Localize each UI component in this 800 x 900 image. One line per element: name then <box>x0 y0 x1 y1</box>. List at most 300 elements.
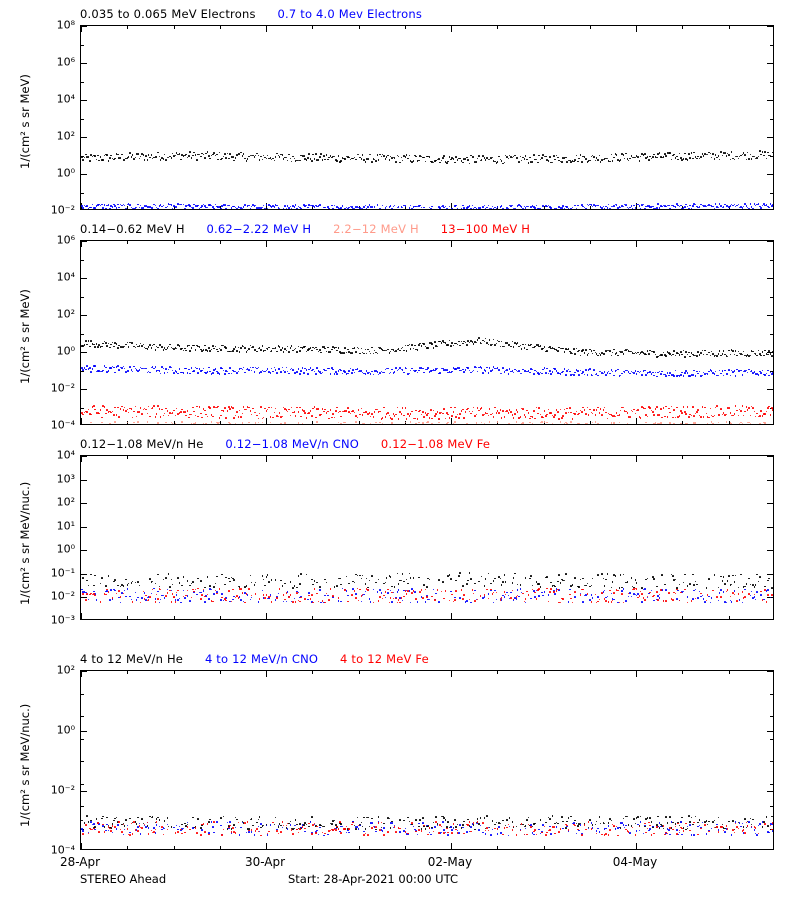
data-point <box>86 580 88 582</box>
data-point <box>699 591 701 593</box>
data-point <box>442 581 444 583</box>
data-point <box>84 344 86 346</box>
data-point <box>760 410 762 412</box>
data-point <box>147 159 149 161</box>
data-point <box>409 207 411 209</box>
data-point <box>385 207 387 209</box>
data-point <box>534 346 536 348</box>
y-minor-tick <box>81 352 84 353</box>
data-point <box>435 593 437 595</box>
data-point <box>382 830 384 832</box>
data-point <box>258 155 260 157</box>
data-point <box>324 595 326 597</box>
legend-item: 4 to 12 MeV/n He <box>80 652 184 666</box>
data-point <box>548 601 550 603</box>
data-point <box>175 423 177 425</box>
data-point <box>474 600 476 602</box>
data-point <box>127 409 129 411</box>
data-point <box>454 162 456 164</box>
data-point <box>266 370 268 372</box>
data-point <box>699 825 701 827</box>
data-point <box>173 596 175 598</box>
data-point <box>209 819 211 821</box>
data-point <box>517 342 519 344</box>
data-point <box>117 407 119 409</box>
data-point <box>652 596 654 598</box>
data-point <box>760 372 762 374</box>
data-point <box>731 151 733 153</box>
data-point <box>88 409 90 411</box>
x-tick-mark <box>451 26 452 32</box>
data-point <box>239 834 241 836</box>
data-point <box>228 578 230 580</box>
data-point <box>386 577 388 579</box>
data-point <box>449 574 451 576</box>
data-point <box>734 590 736 592</box>
x-tick-mark <box>451 671 452 677</box>
data-point <box>434 415 436 417</box>
data-point <box>591 585 593 587</box>
data-point <box>323 155 325 157</box>
data-point <box>137 153 139 155</box>
y-minor-tick <box>770 456 773 457</box>
data-point <box>191 583 193 585</box>
data-point <box>760 355 762 357</box>
data-point <box>185 415 187 417</box>
data-point <box>760 154 762 156</box>
data-point <box>225 600 227 602</box>
data-point <box>180 159 182 161</box>
data-point <box>447 834 449 836</box>
data-point <box>417 601 419 603</box>
data-point <box>438 418 440 420</box>
data-point <box>504 596 506 598</box>
data-point <box>284 422 286 424</box>
data-point <box>639 160 641 162</box>
data-point <box>251 582 253 584</box>
data-point <box>691 152 693 154</box>
data-point <box>711 351 713 353</box>
data-point <box>453 601 455 603</box>
data-point <box>702 375 704 377</box>
data-point <box>510 592 512 594</box>
data-point <box>422 209 424 210</box>
data-point <box>362 826 364 828</box>
data-point <box>540 159 542 161</box>
data-point <box>116 817 118 819</box>
data-point <box>715 407 717 409</box>
data-point <box>611 601 613 603</box>
data-point <box>576 155 578 157</box>
data-point <box>323 826 325 828</box>
data-point <box>466 600 468 602</box>
data-point <box>308 412 310 414</box>
data-point <box>320 424 322 425</box>
data-point <box>373 826 375 828</box>
data-point <box>435 413 437 415</box>
data-point <box>110 589 112 591</box>
data-point <box>276 424 278 425</box>
data-point <box>484 423 486 425</box>
data-point <box>233 160 235 162</box>
data-point <box>623 602 625 604</box>
data-point <box>734 413 736 415</box>
data-point <box>529 345 531 347</box>
data-point <box>457 414 459 416</box>
data-point <box>120 596 122 598</box>
data-point <box>466 583 468 585</box>
data-point <box>264 208 266 210</box>
data-point <box>264 585 266 587</box>
data-point <box>528 162 530 164</box>
data-point <box>565 374 567 376</box>
data-point <box>708 578 710 580</box>
y-tick-label: 10⁻⁴ <box>50 418 75 432</box>
data-point <box>592 824 594 826</box>
data-point <box>153 588 155 590</box>
data-point <box>480 817 482 819</box>
data-point <box>319 589 321 591</box>
panel-electrons-plot <box>80 25 774 210</box>
data-point <box>657 356 659 358</box>
data-point <box>120 586 122 588</box>
data-point <box>578 586 580 588</box>
data-point <box>450 372 452 374</box>
data-point <box>239 153 241 155</box>
data-point <box>347 407 349 409</box>
data-point <box>398 599 400 601</box>
data-point <box>189 350 191 352</box>
data-point <box>609 161 611 163</box>
data-point <box>120 408 122 410</box>
data-point <box>608 601 610 603</box>
data-point <box>419 205 421 207</box>
data-point <box>326 370 328 372</box>
data-point <box>114 421 116 423</box>
data-point <box>161 346 163 348</box>
data-point <box>536 407 538 409</box>
y-minor-tick <box>770 82 773 83</box>
data-point <box>578 830 580 832</box>
data-point <box>525 207 527 209</box>
data-point <box>351 372 353 374</box>
data-point <box>668 375 670 377</box>
data-point <box>700 596 702 598</box>
data-point <box>684 372 686 374</box>
data-point <box>528 206 530 208</box>
data-point <box>284 583 286 585</box>
data-point <box>283 351 285 353</box>
data-point <box>132 417 134 419</box>
x-minor-tick <box>220 846 221 849</box>
data-point <box>367 349 369 351</box>
data-point <box>574 591 576 593</box>
data-point <box>251 597 253 599</box>
data-point <box>750 154 752 156</box>
data-point <box>562 598 564 600</box>
data-point <box>196 159 198 161</box>
data-point <box>105 585 107 587</box>
x-minor-tick <box>405 616 406 619</box>
data-point <box>516 409 518 411</box>
data-point <box>620 375 622 377</box>
x-tick-mark <box>81 613 82 619</box>
data-point <box>552 162 554 164</box>
data-point <box>557 581 559 583</box>
data-point <box>196 594 198 596</box>
data-point <box>768 350 770 352</box>
data-point <box>538 595 540 597</box>
data-point <box>149 596 151 598</box>
data-point <box>256 822 258 824</box>
data-point <box>445 342 447 344</box>
data-point <box>574 577 576 579</box>
y-minor-tick <box>81 389 84 390</box>
data-point <box>485 833 487 835</box>
data-point <box>550 582 552 584</box>
data-point <box>135 582 137 584</box>
data-point <box>707 824 709 826</box>
data-point <box>199 346 201 348</box>
data-point <box>722 414 724 416</box>
data-point <box>743 826 745 828</box>
data-point <box>362 414 364 416</box>
data-point <box>458 832 460 834</box>
data-point <box>449 156 451 158</box>
data-point <box>419 591 421 593</box>
data-point <box>288 207 290 209</box>
data-point <box>673 423 675 425</box>
data-point <box>663 407 665 409</box>
data-point <box>394 826 396 828</box>
data-point <box>604 407 606 409</box>
data-point <box>588 414 590 416</box>
data-point <box>320 414 322 416</box>
data-point <box>679 825 681 827</box>
data-point <box>576 823 578 825</box>
data-point <box>357 575 359 577</box>
data-point <box>459 158 461 160</box>
data-point <box>298 575 300 577</box>
data-point <box>330 373 332 375</box>
data-point <box>533 154 535 156</box>
data-point <box>727 373 729 375</box>
data-point <box>181 209 183 211</box>
data-point <box>560 602 562 604</box>
data-point <box>212 416 214 418</box>
x-minor-tick <box>312 26 313 29</box>
data-point <box>140 833 142 835</box>
data-point <box>402 160 404 162</box>
data-point <box>589 160 591 162</box>
data-point <box>410 602 412 604</box>
data-point <box>431 418 433 420</box>
data-point <box>314 158 316 160</box>
data-point <box>410 577 412 579</box>
data-point <box>627 816 629 818</box>
data-point <box>711 828 713 830</box>
data-point <box>513 372 515 374</box>
data-point <box>461 589 463 591</box>
data-point <box>251 829 253 831</box>
data-point <box>387 349 389 351</box>
data-point <box>447 344 449 346</box>
data-point <box>421 207 423 209</box>
data-point <box>267 834 269 836</box>
data-point <box>387 592 389 594</box>
data-point <box>702 822 704 824</box>
data-point <box>516 596 518 598</box>
data-point <box>177 590 179 592</box>
data-point <box>430 424 432 425</box>
data-point <box>327 411 329 413</box>
data-point <box>244 822 246 824</box>
data-point <box>279 412 281 414</box>
data-point <box>167 829 169 831</box>
data-point <box>759 576 761 578</box>
data-point <box>521 160 523 162</box>
data-point <box>263 825 265 827</box>
data-point <box>100 205 102 207</box>
data-point <box>225 208 227 210</box>
data-point <box>188 345 190 347</box>
data-point <box>278 416 280 418</box>
data-point <box>405 156 407 158</box>
data-point <box>255 412 257 414</box>
data-point <box>664 584 666 586</box>
data-point <box>163 579 165 581</box>
data-point <box>85 154 87 156</box>
data-point <box>379 589 381 591</box>
data-point <box>242 155 244 157</box>
data-point <box>645 579 647 581</box>
data-point <box>529 422 531 424</box>
data-point <box>470 208 472 210</box>
data-point <box>565 573 567 575</box>
data-point <box>418 826 420 828</box>
data-point <box>548 160 550 162</box>
data-point <box>744 818 746 820</box>
data-point <box>772 152 774 154</box>
data-point <box>652 372 654 374</box>
data-point <box>632 411 634 413</box>
data-point <box>576 348 578 350</box>
data-point <box>759 415 761 417</box>
y-minor-tick <box>81 574 84 575</box>
data-point <box>484 594 486 596</box>
data-point <box>771 587 773 589</box>
data-point <box>217 159 219 161</box>
data-point <box>189 373 191 375</box>
data-point <box>637 409 639 411</box>
data-point <box>200 598 202 600</box>
data-point <box>155 601 157 603</box>
data-point <box>387 209 389 210</box>
y-tick-label: 10² <box>56 129 75 143</box>
data-point <box>268 831 270 833</box>
data-point <box>667 416 669 418</box>
data-point <box>402 369 404 371</box>
data-point <box>324 348 326 350</box>
data-point <box>354 347 356 349</box>
data-point <box>155 598 157 600</box>
data-point <box>374 206 376 208</box>
data-point <box>223 370 225 372</box>
data-point <box>736 156 738 158</box>
data-point <box>657 816 659 818</box>
data-point <box>687 585 689 587</box>
data-point <box>191 414 193 416</box>
data-point <box>229 821 231 823</box>
data-point <box>589 368 591 370</box>
data-point <box>258 367 260 369</box>
data-point <box>632 208 634 210</box>
data-point <box>520 416 522 418</box>
data-point <box>752 819 754 821</box>
data-point <box>338 347 340 349</box>
data-point <box>473 343 475 345</box>
data-point <box>312 602 314 604</box>
data-point <box>724 152 726 154</box>
data-point <box>350 413 352 415</box>
data-point <box>172 593 174 595</box>
data-point <box>767 825 769 827</box>
data-point <box>114 372 116 374</box>
data-point <box>163 834 165 836</box>
data-point <box>447 821 449 823</box>
data-point <box>595 421 597 423</box>
data-point <box>493 580 495 582</box>
data-point <box>683 350 685 352</box>
data-point <box>671 406 673 408</box>
data-point <box>391 592 393 594</box>
data-point <box>260 835 262 837</box>
data-point <box>357 368 359 370</box>
data-point <box>469 411 471 413</box>
data-point <box>738 204 740 206</box>
data-point <box>291 407 293 409</box>
data-point <box>137 421 139 423</box>
data-point <box>391 418 393 420</box>
data-point <box>434 341 436 343</box>
data-point <box>672 155 674 157</box>
data-point <box>633 205 635 207</box>
data-point <box>248 407 250 409</box>
data-point <box>94 595 96 597</box>
data-point <box>756 157 758 159</box>
data-point <box>656 207 658 209</box>
data-point <box>532 585 534 587</box>
data-point <box>660 422 662 424</box>
data-point <box>554 414 556 416</box>
data-point <box>161 826 163 828</box>
data-point <box>669 834 671 836</box>
data-point <box>645 422 647 424</box>
data-point <box>149 157 151 159</box>
x-minor-tick <box>497 456 498 459</box>
data-point <box>131 582 133 584</box>
data-point <box>462 162 464 164</box>
data-point <box>474 415 476 417</box>
y-minor-tick <box>81 480 84 481</box>
data-point <box>102 370 104 372</box>
data-point <box>467 424 469 425</box>
data-point <box>316 582 318 584</box>
data-point <box>672 354 674 356</box>
data-point <box>283 158 285 160</box>
data-point <box>417 834 419 836</box>
data-point <box>274 206 276 208</box>
